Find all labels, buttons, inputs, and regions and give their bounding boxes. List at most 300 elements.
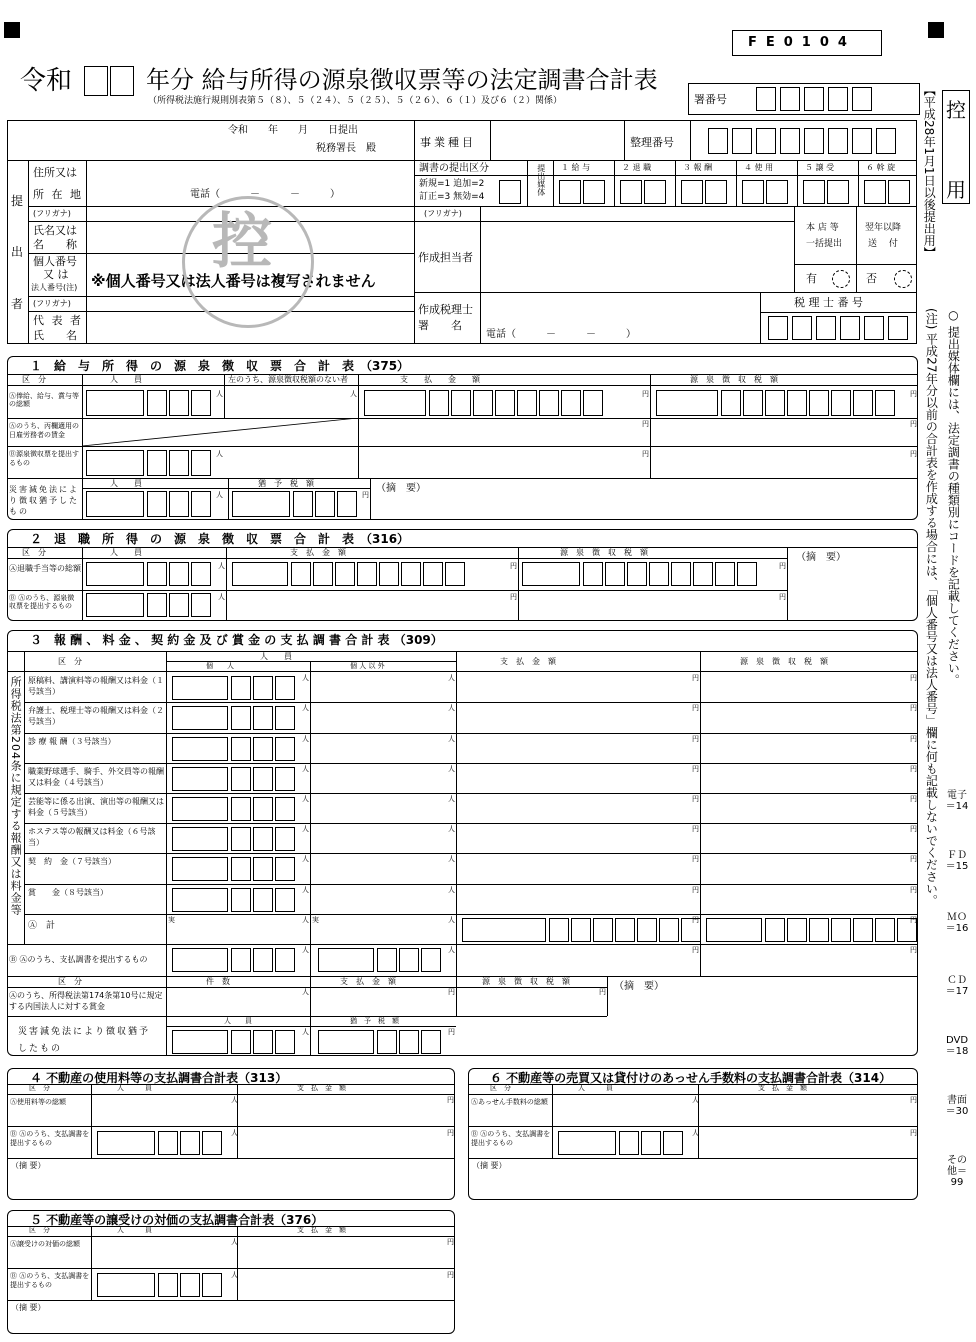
s5-col-shiharai: 支 払 金 額 [297,1226,346,1234]
s3-r4-u2: 人 [448,765,455,773]
s4-r1 [7,1126,455,1127]
s2-a-shiharai-d3[interactable] [357,562,377,586]
furigana-label-1: (フリガナ) [33,209,71,218]
s2-b-jinin-d1[interactable] [169,593,189,617]
s1-a-gensen-d3[interactable] [787,390,807,416]
s1-s-yuyo-d2[interactable] [337,491,357,517]
s1-row-a2: Ⓐのうち、丙欄適用の日雇労務者の賃金 [9,422,79,440]
form-code-text: FE0104 [748,35,856,50]
office-no-box-4[interactable] [852,87,872,111]
s3-row-line-7 [24,884,918,885]
s1-s-jinin-big[interactable] [86,491,144,517]
s1-row-a: Ⓐ俸給、給与、賞与等の総額 [9,392,79,409]
s1-a-gensen-d6[interactable] [853,390,873,416]
s3-total-gensen-d1[interactable] [787,918,807,942]
s1-a-shiharai-d7[interactable] [583,390,603,416]
s1-a-gensen-d4[interactable] [809,390,829,416]
s6-v1 [552,1084,553,1158]
s3-r1-kojin-d1[interactable] [253,676,273,700]
s4-b-jinin-d1[interactable] [180,1131,200,1155]
s3-total-shiharai-d0[interactable] [549,918,569,942]
s3-s-yuyo-d1[interactable] [399,1030,419,1054]
s5-row-b: Ⓑ Ⓐのうち、支払調書を提出するもの [10,1272,90,1290]
s5-b-u2: 円 [447,1271,454,1279]
serial-label: 整理番号 [630,136,674,149]
year-box-1[interactable] [84,66,108,96]
s1-col-nozei: 左のうち、源泉徴収税額のない者 [228,375,348,384]
s5-r2 [7,1300,455,1301]
s3-r3-kojin-d2[interactable] [275,737,295,761]
s3-s-jinin-big[interactable] [172,1030,228,1054]
s3-r6-kojin-d0[interactable] [231,827,251,851]
s3-r3-kojin-big[interactable] [172,737,228,761]
s3-total-shiharai-d2[interactable] [593,918,613,942]
s3-c-shiharai: 支 払 金 額 [340,977,396,986]
s3-total-line [24,914,918,915]
s2-b-jinin-d2[interactable] [191,593,211,617]
s2-a-gensen-d3[interactable] [649,562,669,586]
yoku-1: 翌年以降 [865,223,902,233]
s5-col-kubun: 区 分 [29,1226,50,1234]
s3-r5-kojin-d0[interactable] [231,797,251,821]
s6-col-jinin: 人 員 [578,1084,613,1092]
media-code-4: DVD＝18 [945,1035,969,1057]
s3-b-u4: 円 [910,946,917,954]
s3-r2-kojin-big[interactable] [172,706,228,730]
name-label-1: 氏名又は [33,224,77,237]
s1-a-shiharai-d0[interactable] [429,390,449,416]
accountant-no-box-2[interactable] [816,316,836,340]
s3-b-igai-d1[interactable] [399,948,419,972]
s3-col-kojin: 個 人 [206,662,234,670]
s6-a-u2: 円 [910,1096,917,1104]
s3-r4-kojin-d1[interactable] [253,767,273,791]
s1-a-gensen-d1[interactable] [743,390,763,416]
s6-row-a: Ⓐあっせん手数料の総額 [471,1098,548,1106]
s2-a-shiharai-big[interactable] [232,562,288,586]
submit-date: 令和 年 月 日提出 [228,125,358,136]
s3-r8-u2: 人 [448,886,455,894]
media-col-5: ５ 譲 受 [805,163,835,172]
s1-a-shiharai-d1[interactable] [451,390,471,416]
s2-col-kubun: 区 分 [22,548,46,557]
office-no-box-1[interactable] [780,87,800,111]
s2-b-jinin-big[interactable] [86,593,144,617]
s5-b-jinin-d0[interactable] [158,1273,178,1297]
media-box-2b[interactable] [644,180,666,204]
yoku-2: 送 付 [868,239,898,249]
s3-r1-kojin-d0[interactable] [231,676,251,700]
s3-row-6: ホステス等の報酬又は料金（６号該当） [28,827,156,847]
s2-a-gensen-d6[interactable] [715,562,735,586]
year-box-2[interactable] [110,66,134,96]
s6-r1 [468,1126,918,1127]
media-box-3a[interactable] [681,180,703,204]
s3-r6-kojin-d2[interactable] [275,827,295,851]
s4-b-jinin-big[interactable] [97,1131,155,1155]
s3-r8-kojin-big[interactable] [172,888,228,912]
s3-total-shiharai-d4[interactable] [637,918,657,942]
s3-total-gensen-d2[interactable] [809,918,829,942]
s3-col-gensen: 源 泉 徴 収 税 額 [740,657,828,666]
s3-side-label: 所得税法第204条に規定する報酬又は料金等 [9,676,23,916]
s2-a-gensen-d0[interactable] [583,562,603,586]
s2-a-jinin-d1[interactable] [169,562,189,586]
s3-b-kojin-big[interactable] [172,948,228,972]
media-box-6b[interactable] [888,180,910,204]
s3-r4-kojin-d2[interactable] [275,767,295,791]
s6-col-kubun: 区 分 [490,1084,511,1092]
s1-b-jinin-d1[interactable] [169,450,189,476]
s1-a-gensen-unit: 円 [910,390,917,398]
s3-r8-u1: 人 [302,886,309,894]
s3-r8-kojin-d1[interactable] [253,888,273,912]
s1-b-en1: 円 [642,450,649,458]
s3-total-jitsu2: 実 [312,916,319,924]
s2-a-gensen-d1[interactable] [605,562,625,586]
submitter-label-1: 提 [11,194,24,208]
s1-a-jinin-big[interactable] [86,390,144,416]
s3-r2-u2: 人 [448,704,455,712]
s1-b-jinin-d2[interactable] [191,450,211,476]
accountant-no-box-3[interactable] [840,316,860,340]
s4-b-jinin-d2[interactable] [202,1131,222,1155]
accountant-no-box-4[interactable] [864,316,884,340]
media-code-3: ＣＤ＝17 [945,975,969,997]
section-2-title: ２ 退 職 所 得 の 源 泉 徴 収 票 合 計 表 （316） [30,532,410,546]
media-box-6a[interactable] [864,180,886,204]
s1-b-jinin-d0[interactable] [147,450,167,476]
s6-a-u1: 人 [692,1096,699,1104]
s3-total-shiharai-d1[interactable] [571,918,591,942]
s3-r6-kojin-d1[interactable] [253,827,273,851]
s3-total-gensen-d3[interactable] [831,918,851,942]
s4-b-u1: 人 [231,1129,238,1137]
s3-r1-kojin-d2[interactable] [275,676,295,700]
s3-r3-kojin-d0[interactable] [231,737,251,761]
s3-saigai-jinin: 人 員 [224,1017,252,1025]
media-sep-1 [614,160,615,206]
s2-a-gensen-big[interactable] [522,562,580,586]
s5-row-a: Ⓐ譲受けの対価の総額 [10,1240,80,1248]
office-no-box-3[interactable] [828,87,848,111]
s3-row-line-6 [24,853,918,854]
s2-a-shiharai-d2[interactable] [335,562,355,586]
s2-b-jinin-unit: 人 [218,593,225,601]
s3-r7-kojin-d2[interactable] [275,857,295,881]
s2-a-shiharai-d7[interactable] [445,562,465,586]
s1-a-gensen-d5[interactable] [831,390,851,416]
s3-row-7: 契 約 金（７号該当） [28,857,116,866]
media-sep-2 [675,160,676,206]
s4-v1 [91,1084,92,1158]
s3-r5-kojin-big[interactable] [172,797,228,821]
s1-s-jinin-d1[interactable] [169,491,189,517]
furigana-label-3: (フリガナ) [424,209,462,218]
era-label: 令和 [20,66,73,96]
s3-r6-kojin-big[interactable] [172,827,228,851]
s3-r7-kojin-d1[interactable] [253,857,273,881]
section-1-title: １ 給 与 所 得 の 源 泉 徴 収 票 合 計 表 （375） [30,359,410,373]
s3-r2-kojin-d2[interactable] [275,706,295,730]
s3-r1-u1: 人 [302,674,309,682]
media-code-5: 書面＝30 [945,1095,969,1117]
s3-s-u1: 人 [302,1028,309,1036]
s3-c-row: Ⓐのうち、所得税法第174条第10号に規定する内国法人に対する賞金 [9,991,163,1012]
s3-s-yuyo-d2[interactable] [421,1030,441,1054]
media-box-1a[interactable] [559,180,581,204]
submitter-label-3: 者 [11,297,24,311]
s4-col-kubun: 区 分 [29,1084,50,1092]
s2-b-jinin-d0[interactable] [147,593,167,617]
media-box-4a[interactable] [742,180,764,204]
s1-a-shiharai-big[interactable] [364,390,426,416]
s4-b-jinin-d0[interactable] [158,1131,178,1155]
s3-total-shiharai-d3[interactable] [615,918,635,942]
accountant-no-box-5[interactable] [888,316,908,340]
accountant-no-box-0[interactable] [768,316,788,340]
office-no-box-0[interactable] [756,87,776,111]
s3-r2-u1: 人 [302,704,309,712]
s1-s-jinin-d0[interactable] [147,491,167,517]
s3-r2-kojin-d1[interactable] [253,706,273,730]
s3-r1-u3: 円 [692,674,699,682]
s2-a-shiharai-d0[interactable] [291,562,311,586]
s3-r7-u4: 円 [910,855,917,863]
serial-box-6[interactable] [852,128,872,154]
tax-accountant-label: 作成税理士 [418,303,473,316]
s3-r3-u4: 円 [910,735,917,743]
s1-row-b: Ⓑ源泉徴収票を提出するもの [9,450,79,468]
s5-a-u1: 人 [231,1238,238,1246]
s2-a-gensen-d2[interactable] [627,562,647,586]
s1-a-shiharai-d6[interactable] [561,390,581,416]
preparer-label: 作成担当者 [418,251,473,264]
serial-box-5[interactable] [828,128,848,154]
phone-label-2: 電話（ － － ） [486,329,636,340]
tax-accountant-sign: 署 名 [418,319,462,332]
s3-r2-u4: 円 [910,704,917,712]
honten-2: 一括提出 [806,239,843,249]
s3-r7-kojin-big[interactable] [172,857,228,881]
s3-row-4: 職業野球選手、騎手、外交員等の報酬又は料金（４号該当） [28,767,164,787]
ari-radio[interactable] [832,270,850,288]
s3-c-u3: 円 [599,988,606,996]
s5-r1 [7,1268,455,1269]
s1-s-jinin-unit: 人 [216,491,223,499]
s3-r7-kojin-d0[interactable] [231,857,251,881]
s3-row-3: 診 療 報 酬（３号該当） [28,737,116,746]
media-col-3: ３ 報 酬 [683,163,713,172]
s3-b-igai-d2[interactable] [421,948,441,972]
s1-a-jinin-d2[interactable] [191,390,211,416]
submitter-label-2: 出 [11,245,24,259]
s4-b-u2: 円 [447,1129,454,1137]
phone-label: 電話（ － － ） [190,189,340,200]
s3-r2-u3: 円 [692,704,699,712]
rep-label-1: 代 表 者 [33,314,83,327]
s3-total-shiharai-d5[interactable] [659,918,679,942]
s3-b-kojin-d2[interactable] [275,948,295,972]
s2-a-jinin-d0[interactable] [147,562,167,586]
s6-b-jinin-d1[interactable] [641,1131,661,1155]
media-code-0: 電子＝14 [945,790,969,812]
nashi-radio[interactable] [894,270,912,288]
s5-b-jinin-big[interactable] [97,1273,155,1297]
s1-s-yuyo-big[interactable] [232,491,290,517]
s1-a-gensen-d2[interactable] [765,390,785,416]
s3-saigai-yuyo: 猶 予 税 額 [350,1017,399,1025]
s3-r5-kojin-d1[interactable] [253,797,273,821]
s3-r4-u1: 人 [302,765,309,773]
s3-b-igai-big[interactable] [318,948,374,972]
s1-col-shiharai: 支 払 金 額 [400,375,480,384]
s2-a-shiharai-d4[interactable] [379,562,399,586]
s3-r3-u1: 人 [302,735,309,743]
s1-s-yuyo-d0[interactable] [293,491,313,517]
s2-a-shiharai-d1[interactable] [313,562,333,586]
s3-s-jinin-d2[interactable] [275,1030,295,1054]
tax-office: 税務署長 殿 [316,143,376,154]
s6-col-shiharai: 支 払 金 額 [758,1084,807,1092]
s3-col-kubun: 区 分 [58,657,82,666]
s5-b-jinin-d1[interactable] [180,1273,200,1297]
media-col-4: ４ 使 用 [744,163,774,172]
media-code-2: ＭＯ＝16 [945,912,969,934]
s3-b-kojin-d1[interactable] [253,948,273,972]
s3-row-8: 賞 金（８号該当） [28,888,108,897]
serial-box-7[interactable] [876,128,896,154]
office-no-box-2[interactable] [804,87,824,111]
s1-a-gensen-d0[interactable] [721,390,741,416]
s3-r8-kojin-d2[interactable] [275,888,295,912]
media-box-5b[interactable] [827,180,849,204]
s3-r8-u3: 円 [692,886,699,894]
s3-r5-u2: 人 [448,795,455,803]
s3-r1-kojin-big[interactable] [172,676,228,700]
s1-a-jinin-unit: 人 [216,390,223,398]
form-subtitle: （所得税法施行規則別表第５（８）、５（２４）、５（２５）、５（２６）、６（１）及び６（２）関係） [148,96,563,106]
media-box-5a[interactable] [803,180,825,204]
media-code-6: その他＝99 [947,1155,967,1188]
s1-a-gensen-d7[interactable] [875,390,895,416]
s6-b-jinin-d0[interactable] [619,1131,639,1155]
serial-box-1[interactable] [732,128,752,154]
s3-r5-u4: 円 [910,795,917,803]
s3-total-gensen-big[interactable] [706,918,762,942]
s2-a-shiharai-d5[interactable] [401,562,421,586]
s1-a-shiharai-d3[interactable] [495,390,515,416]
s3-s-jinin-d0[interactable] [231,1030,251,1054]
s3-r8-kojin-d0[interactable] [231,888,251,912]
s2-a-jinin-d2[interactable] [191,562,211,586]
nashi-label: 否 [866,272,877,285]
s3-total-gensen-d5[interactable] [875,918,895,942]
s1-b-jinin-big[interactable] [86,450,144,476]
s1-a-shiharai-d4[interactable] [517,390,537,416]
s1-a-jinin-d0[interactable] [147,390,167,416]
media-box-4b[interactable] [766,180,788,204]
s6-b-jinin-d2[interactable] [663,1131,683,1155]
s6-hdr-line2 [468,1094,918,1095]
s4-a-u2: 円 [447,1096,454,1104]
s3-r2-kojin-d0[interactable] [231,706,251,730]
media-box-3b[interactable] [705,180,727,204]
s3-col-shiharai: 支 払 金 額 [500,657,556,666]
accountant-no-box-1[interactable] [792,316,812,340]
s1-a2-en2: 円 [910,420,917,428]
serial-box-4[interactable] [804,128,824,154]
s1-a-shiharai-d5[interactable] [539,390,559,416]
id-label-2: 又 は [43,268,69,281]
copy-label-2: 用 [946,178,966,202]
s1-a-jinin-d1[interactable] [169,390,189,416]
s1-a-gensen-big[interactable] [656,390,718,416]
s1-s-jinin-d2[interactable] [191,491,211,517]
s3-total-gensen-d4[interactable] [853,918,873,942]
s3-r3-u2: 人 [448,735,455,743]
s5-tekiyo: （摘 要） [11,1303,46,1312]
s3-s-yuyo-d0[interactable] [377,1030,397,1054]
s4-row-a: Ⓐ使用料等の総額 [10,1098,66,1106]
kubun-box[interactable] [499,180,521,204]
s3-row-b: Ⓑ Ⓐのうち、支払調書を提出するもの [9,955,148,964]
s1-a-shiharai-unit: 円 [642,390,649,398]
media-box-2a[interactable] [620,180,642,204]
s2-a-shiharai-d6[interactable] [423,562,443,586]
s3-row-1: 原稿料、講演料等の報酬又は料金（１号該当） [28,676,164,696]
s3-b-kojin-d0[interactable] [231,948,251,972]
s6-b-jinin-big[interactable] [558,1131,616,1155]
media-col-2: ２ 退 職 [622,163,652,172]
s3-total-shiharai-big[interactable] [462,918,546,942]
s3-r6-u1: 人 [302,825,309,833]
s3-s-jinin-d1[interactable] [253,1030,273,1054]
s3-b-igai-d0[interactable] [377,948,397,972]
s5-b-jinin-d2[interactable] [202,1273,222,1297]
s3-col-jinin: 人 員 [260,652,292,661]
section-6-title: ６ 不動産等の売買又は貸付けのあっせん手数料の支払調書合計表（314） [490,1071,892,1085]
s3-r5-kojin-d2[interactable] [275,797,295,821]
serial-box-2[interactable] [756,128,776,154]
s4-hdr-line [7,1084,455,1085]
s3-r3-kojin-d1[interactable] [253,737,273,761]
s2-a-gensen-d7[interactable] [737,562,757,586]
s6-b-u2: 円 [910,1129,917,1137]
s3-r4-kojin-d0[interactable] [231,767,251,791]
s3-total-u2: 人 [448,916,455,924]
s3-s-yuyo-big[interactable] [318,1030,374,1054]
s3-r4-kojin-big[interactable] [172,767,228,791]
media-label: 提出媒体 [536,164,546,196]
s3-r6-u3: 円 [692,825,699,833]
s3-total-gensen-d0[interactable] [765,918,785,942]
s2-a-jinin-big[interactable] [86,562,144,586]
s1-a-shiharai-d2[interactable] [473,390,493,416]
s3-r7-u1: 人 [302,855,309,863]
s1-s-yuyo-d1[interactable] [315,491,335,517]
s3-total-u4: 円 [910,916,917,924]
s2-a-gensen-d5[interactable] [693,562,713,586]
serial-box-0[interactable] [708,128,728,154]
s2-b-en2: 円 [779,593,786,601]
form-title: 年分 給与所得の源泉徴収票等の法定調書合計表 [146,66,658,94]
media-box-1b[interactable] [583,180,605,204]
s3-b-u1: 人 [302,946,309,954]
serial-box-3[interactable] [780,128,800,154]
s3-r7-u2: 人 [448,855,455,863]
s2-a-gensen-d4[interactable] [671,562,691,586]
